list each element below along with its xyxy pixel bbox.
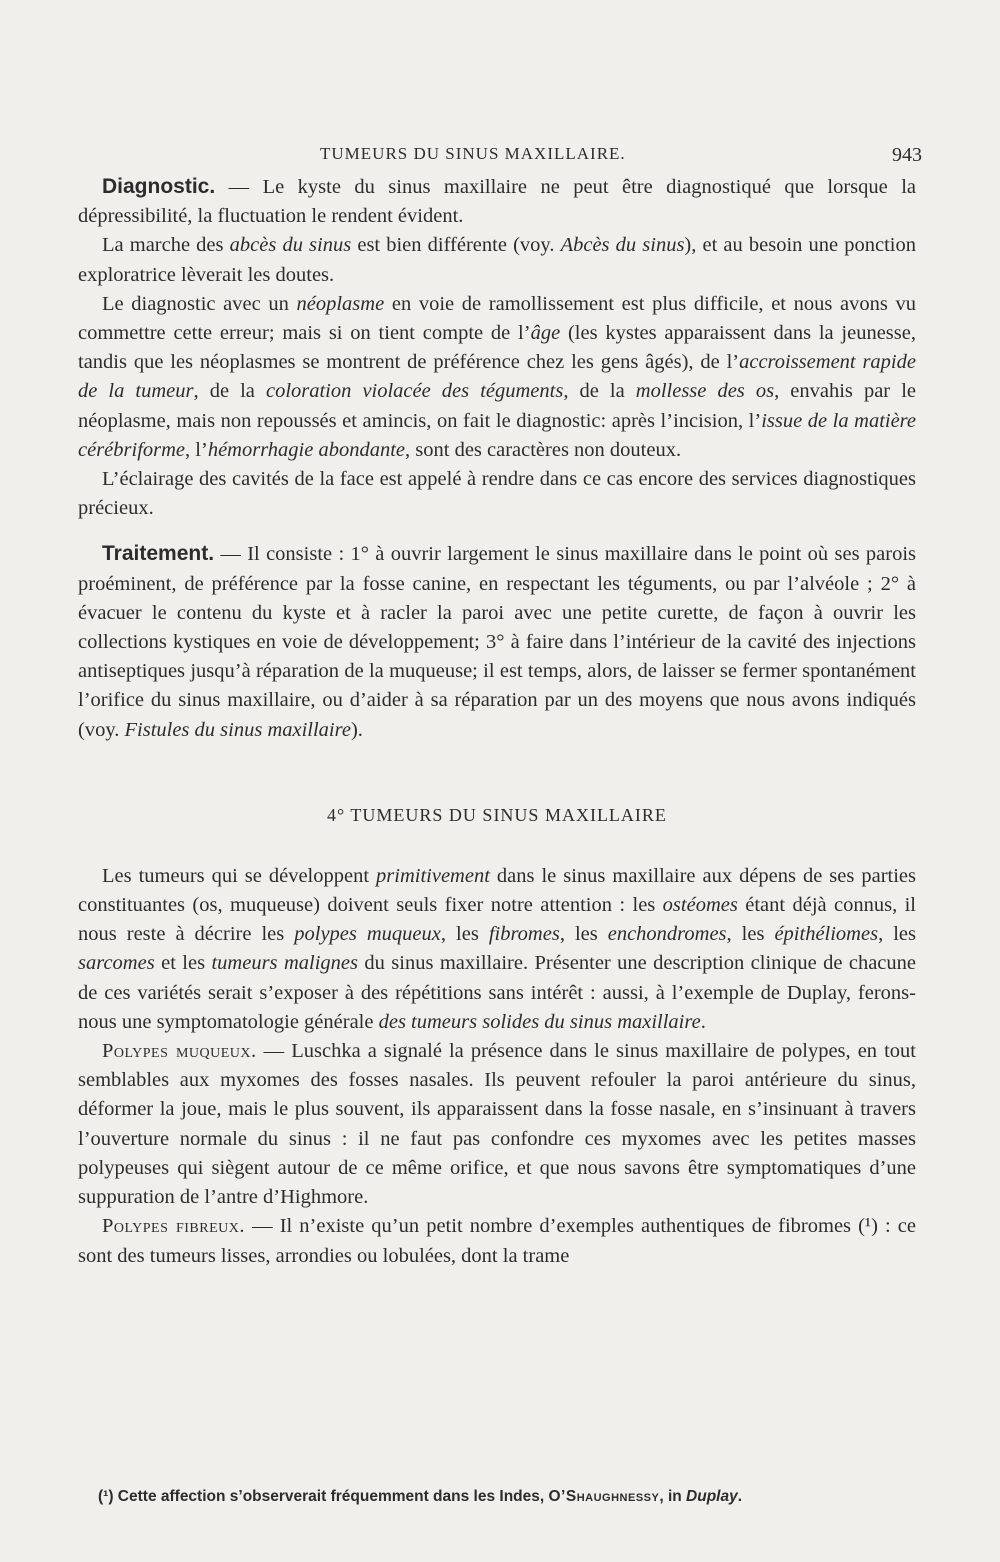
footnote: (¹) Cette affection s’observerait fréquemment dans les Indes, O’Shaughnessy, in Duplay. (98, 1488, 743, 1505)
polypes-fibreux-heading: Polypes fibreux. (102, 1215, 246, 1238)
polypes-muqueux-paragraph: Polypes muqueux. — Luschka a signalé la présence dans le sinus maxillaire de polypes, en tout semblables aux myxomes des fosses nasales. Ils peuvent refouler la paroi antérieure du sinus, déformer la joue, mais le plus souvent, ils apparaissent dans la fosse nasale, en s’insinuant à travers l’ouverture normale du sinus : il ne faut pas confondre ces myxomes avec les petites masses polypeuses qui siègent autour de ce même orifice, et que nous savons être symptomatiques d’une suppuration de l’antre d’Highmore. (78, 1040, 916, 1209)
diagnostic-paragraph-1: Diagnostic. — Le kyste du sinus maxillaire ne peut être diagnostiqué que lorsque la dépressibilité, la fluctuation le rendent évident. (78, 175, 916, 228)
footnote-source: Duplay (686, 1488, 738, 1505)
traitement-paragraph: Traitement. — Il consiste : 1° à ouvrir largement le sinus maxillaire dans le point où ses parois proéminent, de préférence par la fosse canine, en respectant les téguments, ou par l’alvéole ; 2° à évacuer le contenu du kyste et à racler la paroi avec une petite curette, de façon à ouvrir les collections kystiques en voie de développement; 3° à faire dans l’intérieur de la cavité des injections antiseptiques jusqu’à réparation de la muqueuse; il est temps, alors, de laisser se fermer spontanément l’orifice du sinus maxillaire, ou d’aider à sa réparation par un des moyens que nous avons indiqués (voy. Fistules du sinus maxillaire). (78, 542, 916, 741)
traitement-heading: Traitement. (102, 542, 215, 566)
running-header (78, 144, 922, 170)
section-heading: 4° TUMEURS DU SINUS MAXILLAIRE (327, 804, 667, 825)
tumeurs-paragraph-1: Les tumeurs qui se développent primitivement dans le sinus maxillaire aux dépens de ses parties constituantes (os, muqueuse) doivent seuls fixer notre attention : les ostéomes étant déjà connus, il nous reste à décrire les polypes muqueux, les fibromes, les enchondromes, les épithéliomes, les sarcomes et les tumeurs malignes du sinus maxillaire. Présenter une description clinique de chacune de ces variétés serait s’exposer à des répétitions sans intérêt : aussi, à l’exemple de Duplay, ferons-nous une symptomatologie générale des tumeurs solides du sinus maxillaire. (78, 864, 917, 1033)
page-body (78, 172, 916, 1271)
spacer (78, 523, 916, 539)
diagnostic-paragraph-2: La marche des abcès du sinus est bien différente (voy. Abcès du sinus), et au besoin une ponction exploratrice lèverait les doutes. (78, 234, 916, 286)
diagnostic-paragraph-4: L’éclairage des cavités de la face est appelé à rendre dans ce cas encore des services diagnostiques précieux. (78, 468, 916, 520)
polypes-fibreux-paragraph: Polypes fibreux. — Il n’existe qu’un petit nombre d’exemples authentiques de fibromes (¹) : ce sont des tumeurs lisses, arrondies ou lobulées, dont la trame (78, 1215, 916, 1267)
footnote-reference: (¹) (858, 1215, 878, 1238)
footnote-author: O’Shaughnessy (548, 1488, 660, 1505)
footnote-marker: (¹) (98, 1488, 114, 1505)
polypes-muqueux-heading: Polypes muqueux. (102, 1040, 257, 1063)
diagnostic-paragraph-3: Le diagnostic avec un néoplasme en voie de ramollissement est plus difficile, et nous avons vu commettre cette erreur; mais si on tient compte de l’âge (les kystes apparaissent dans la jeunesse, tandis que les néoplasmes se montrent de préférence chez les gens âgés), de l’accroissement rapide de la tumeur, de la coloration violacée des téguments, de la mollesse des os, envahis par le néoplasme, mais non repoussés et amincis, on fait le diagnostic: après l’incision, l’issue de la matière cérébriforme, l’hémorrhagie abondante, sont des caractères non douteux. (78, 292, 916, 461)
diagnostic-heading: Diagnostic. (102, 175, 216, 198)
running-title: TUMEURS DU SINUS MAXILLAIRE. (320, 144, 626, 163)
page-number: 943 (892, 144, 922, 166)
